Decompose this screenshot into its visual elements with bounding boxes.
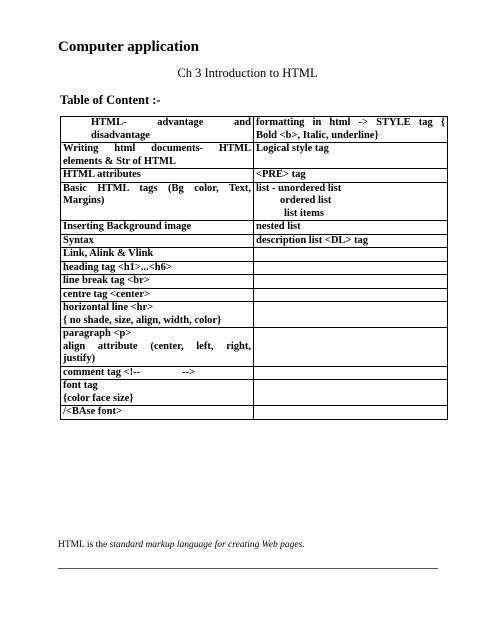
toc-cell-left <box>61 380 254 406</box>
cell-line: nested list <box>256 221 301 232</box>
cell-line: list items <box>284 207 324 219</box>
toc-cell-left <box>61 406 254 420</box>
toc-cell-right <box>254 275 448 289</box>
toc-cell-left <box>61 288 254 302</box>
table-row <box>61 143 448 169</box>
footer-italic: standard markup language for creating Web pages. <box>109 540 305 550</box>
toc-cell-right <box>254 169 448 183</box>
table-row <box>61 221 448 235</box>
table-row <box>61 302 448 328</box>
toc-cell-left <box>61 366 254 380</box>
toc-cell-right <box>254 380 448 406</box>
toc-cell-left <box>61 302 254 328</box>
table-row <box>61 366 448 380</box>
cell-line: elements & Str of HTML <box>63 155 176 167</box>
cell-line: centre tag <center> <box>63 288 150 300</box>
document-title: Computer application <box>58 39 199 55</box>
footer-note <box>58 540 305 550</box>
table-row <box>61 182 448 221</box>
table-row <box>61 275 448 289</box>
toc-cell-left <box>61 182 254 221</box>
table-row <box>61 328 448 367</box>
footer-divider <box>58 568 438 569</box>
table-row <box>61 117 448 143</box>
toc-cell-right <box>254 261 448 275</box>
table-row <box>61 234 448 248</box>
cell-line: Margins) <box>63 195 105 206</box>
table-row <box>61 406 448 420</box>
toc-cell-left <box>61 248 254 262</box>
toc-cell-right <box>254 234 448 248</box>
toc-cell-right <box>254 302 448 328</box>
cell-line: paragraph <p> <box>63 328 132 339</box>
cell-line: heading tag <h1>...<h6> <box>63 261 172 273</box>
table-row <box>61 288 448 302</box>
toc-cell-right <box>254 406 448 420</box>
toc-table <box>60 116 448 420</box>
cell-line: {color face size} <box>63 392 134 404</box>
cell-line: Syntax <box>63 234 94 246</box>
cell-line: Writing html documents- HTML <box>63 143 251 154</box>
toc-cell-right <box>254 143 448 169</box>
cell-line: /<BAse font> <box>63 406 122 417</box>
cell-line: font tag <box>63 380 98 391</box>
cell-line: description list <DL> tag <box>256 234 369 246</box>
toc-cell-right <box>254 366 448 380</box>
cell-line: Basic HTML tags (Bg color, Text, <box>63 182 251 194</box>
table-row <box>61 261 448 275</box>
cell-line: Link, Alink & Vlink <box>63 248 154 259</box>
toc-cell-left <box>61 261 254 275</box>
toc-cell-right <box>254 288 448 302</box>
toc-cell-right <box>254 117 448 143</box>
toc-cell-right <box>254 328 448 367</box>
cell-line: { no shade, size, align, width, color} <box>63 314 222 326</box>
cell-line: HTML- advantage and <box>91 117 251 128</box>
cell-line: HTML attributes <box>63 169 141 180</box>
cell-line: disadvantage <box>91 129 150 141</box>
cell-line: comment tag <!-- --> <box>63 366 196 378</box>
cell-line: ordered list <box>280 195 332 206</box>
cell-line: Inserting Background image <box>63 221 192 232</box>
table-row <box>61 169 448 183</box>
cell-line: Bold <b>, Italic, underline} <box>256 129 379 141</box>
cell-line: align attribute (center, left, right, <box>63 340 251 352</box>
toc-cell-right <box>254 248 448 262</box>
toc-cell-left <box>61 328 254 367</box>
toc-cell-left <box>61 221 254 235</box>
cell-line: <PRE> tag <box>256 169 306 180</box>
cell-line: line break tag <br> <box>63 275 150 286</box>
toc-cell-right <box>254 221 448 235</box>
table-row <box>61 248 448 262</box>
table-row <box>61 380 448 406</box>
toc-cell-left <box>61 169 254 183</box>
footer-prefix: HTML is the <box>58 540 110 550</box>
toc-cell-left <box>61 143 254 169</box>
cell-line: horizontal line <hr> <box>63 302 154 313</box>
toc-heading: Table of Content :- <box>60 93 161 107</box>
toc-cell-right <box>254 182 448 221</box>
toc-cell-left <box>61 234 254 248</box>
toc-cell-left <box>61 275 254 289</box>
cell-line: formatting in html -> STYLE tag { <box>256 117 445 128</box>
toc-cell-left <box>61 117 254 143</box>
cell-line: justify) <box>63 353 96 364</box>
chapter-heading: Ch 3 Introduction to HTML <box>177 66 318 80</box>
cell-line: Logical style tag <box>256 143 329 154</box>
cell-line: list - unordered list <box>256 182 342 194</box>
